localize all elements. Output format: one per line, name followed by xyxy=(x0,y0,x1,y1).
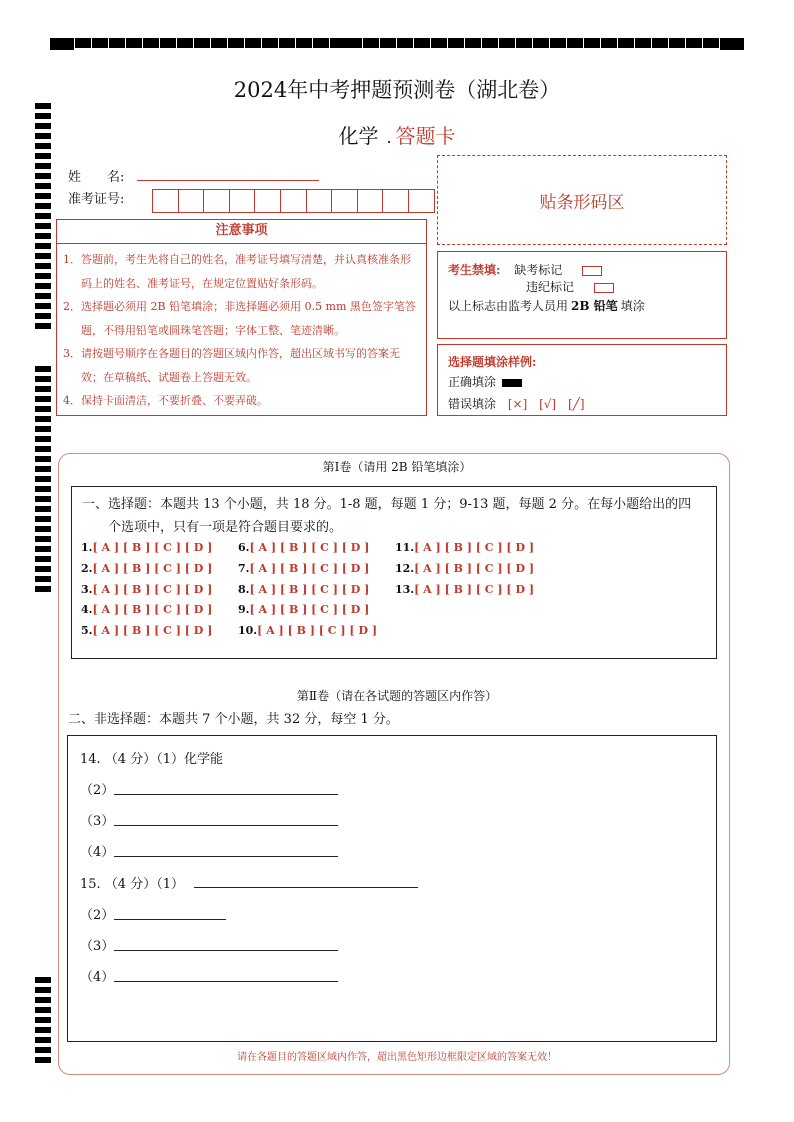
side-timing-marks-middle xyxy=(35,366,51,596)
notice-item: 1．答题前，考生先将自己的姓名，准考证号填写清楚，并认真核准条形码上的姓名、准考证号，在规定位置贴好条形码。 xyxy=(63,253,411,290)
notice-item: 2．选择题必须用 2B 铅笔填涂；非选择题必须用 0.5 mm 黑色签字笔答题，不得用铅笔或圆珠笔答题；字体工整、笔迹清晰。 xyxy=(63,300,416,337)
q14-4-answer-line[interactable] xyxy=(114,856,338,857)
ticket-label: 准考证号: xyxy=(68,192,125,207)
choice-question-7[interactable]: 7.[ A ] [ B ] [ C ] [ D ] xyxy=(238,562,370,575)
correct-label: 正确填涂 xyxy=(448,375,497,389)
card-label: 答题卡 xyxy=(395,124,456,148)
absent-mark[interactable] xyxy=(582,266,602,276)
part2-title: 第Ⅱ卷（请在各试题的答题区内作答） xyxy=(296,689,498,703)
q14-label: 14. （4 分）（1）化学能 xyxy=(80,752,223,767)
q15-4-answer-line[interactable] xyxy=(114,981,338,982)
notice-title: 注意事项 xyxy=(57,220,426,244)
choice-question-3[interactable]: 3.[ A ] [ B ] [ C ] [ D ] xyxy=(81,583,213,596)
q14-2-answer-line[interactable] xyxy=(114,794,338,795)
top-timing-marks xyxy=(50,38,744,50)
choice-question-10[interactable]: 10.[ A ] [ B ] [ C ] [ D ] xyxy=(238,624,378,637)
notice-box xyxy=(56,219,427,416)
wrong-mark: [×] xyxy=(507,397,528,411)
q15-3-answer-line[interactable] xyxy=(114,950,338,951)
violation-label: 违纪标记 xyxy=(526,280,575,294)
choice-question-6[interactable]: 6.[ A ] [ B ] [ C ] [ D ] xyxy=(238,541,370,554)
choice-question-13[interactable]: 13.[ A ] [ B ] [ C ] [ D ] xyxy=(395,583,535,596)
page-subtitle: 化学 . 答题卡 xyxy=(338,124,456,148)
q15-3-label: （3） xyxy=(80,939,115,954)
nonchoice-section xyxy=(67,735,717,1042)
notice-item: 4．保持卡面清洁，不要折叠、不要弄破。 xyxy=(63,394,268,407)
q14-3-answer-line[interactable] xyxy=(114,825,338,826)
q15-2-label: （2） xyxy=(80,908,115,923)
choice-question-4[interactable]: 4.[ A ] [ B ] [ C ] [ D ] xyxy=(81,603,213,616)
absent-label: 缺考标记 xyxy=(514,263,563,277)
wrong-mark: [╱] xyxy=(567,397,585,411)
choice-question-11[interactable]: 11.[ A ] [ B ] [ C ] [ D ] xyxy=(395,541,535,554)
choice-question-9[interactable]: 9.[ A ] [ B ] [ C ] [ D ] xyxy=(238,603,370,616)
choice-question-8[interactable]: 8.[ A ] [ B ] [ C ] [ D ] xyxy=(238,583,370,596)
choice-heading-2: 个选项中，只有一项是符合题目要求的。 xyxy=(108,520,343,535)
name-field[interactable] xyxy=(137,180,319,181)
choice-question-2[interactable]: 2.[ A ] [ B ] [ C ] [ D ] xyxy=(81,562,213,575)
sample-title: 选择题填涂样例: xyxy=(448,355,537,369)
ticket-number-field[interactable] xyxy=(152,189,435,213)
choice-question-5[interactable]: 5.[ A ] [ B ] [ C ] [ D ] xyxy=(81,624,213,637)
q14-3-label: （3） xyxy=(80,814,115,829)
q14-2-label: （2） xyxy=(80,783,115,798)
page-title: 2024年中考押题预测卷（湖北卷） xyxy=(233,78,561,102)
name-label: 姓 名: xyxy=(68,170,125,185)
choice-section xyxy=(71,486,717,659)
part1-title: 第Ⅰ卷（请用 2B 铅笔填涂） xyxy=(322,460,472,474)
choice-question-1[interactable]: 1.[ A ] [ B ] [ C ] [ D ] xyxy=(81,541,213,554)
barcode-area: 贴条形码区 xyxy=(437,155,727,245)
nonchoice-heading: 二、非选择题：本题共 7 个小题，共 32 分，每空 1 分。 xyxy=(68,712,399,727)
examiner-mark-box xyxy=(437,251,727,339)
forbid-note: 以上标志由监考人员用 2B 铅笔 填涂 xyxy=(448,299,645,313)
footer-warning: 请在各题目的答题区域内作答，超出黑色矩形边框限定区域的答案无效！ xyxy=(237,1052,557,1063)
correct-fill-sample xyxy=(502,379,522,387)
subject: 化学 xyxy=(338,124,379,148)
violation-mark[interactable] xyxy=(594,283,614,293)
choice-heading: 一、选择题：本题共 13 个小题，共 18 分。1-8 题，每题 1 分；9-13 题，每题 2 分。在每小题给出的四 xyxy=(82,497,692,512)
q15-2-answer-line[interactable] xyxy=(114,919,226,920)
q14-4-label: （4） xyxy=(80,845,115,860)
wrong-mark: [√] xyxy=(539,397,557,411)
q15-4-label: （4） xyxy=(80,970,115,985)
q15-label: 15. （4 分）（1） xyxy=(80,877,184,892)
choice-question-12[interactable]: 12.[ A ] [ B ] [ C ] [ D ] xyxy=(395,562,535,575)
forbid-label: 考生禁填: xyxy=(448,263,501,277)
fill-sample-box xyxy=(437,344,727,416)
notice-item: 3．请按题号顺序在各题目的答题区域内作答，超出区域书写的答案无效；在草稿纸、试题卷上答题无效。 xyxy=(63,347,400,384)
q15-1-answer-line[interactable] xyxy=(194,887,418,888)
wrong-label: 错误填涂 xyxy=(448,397,497,411)
